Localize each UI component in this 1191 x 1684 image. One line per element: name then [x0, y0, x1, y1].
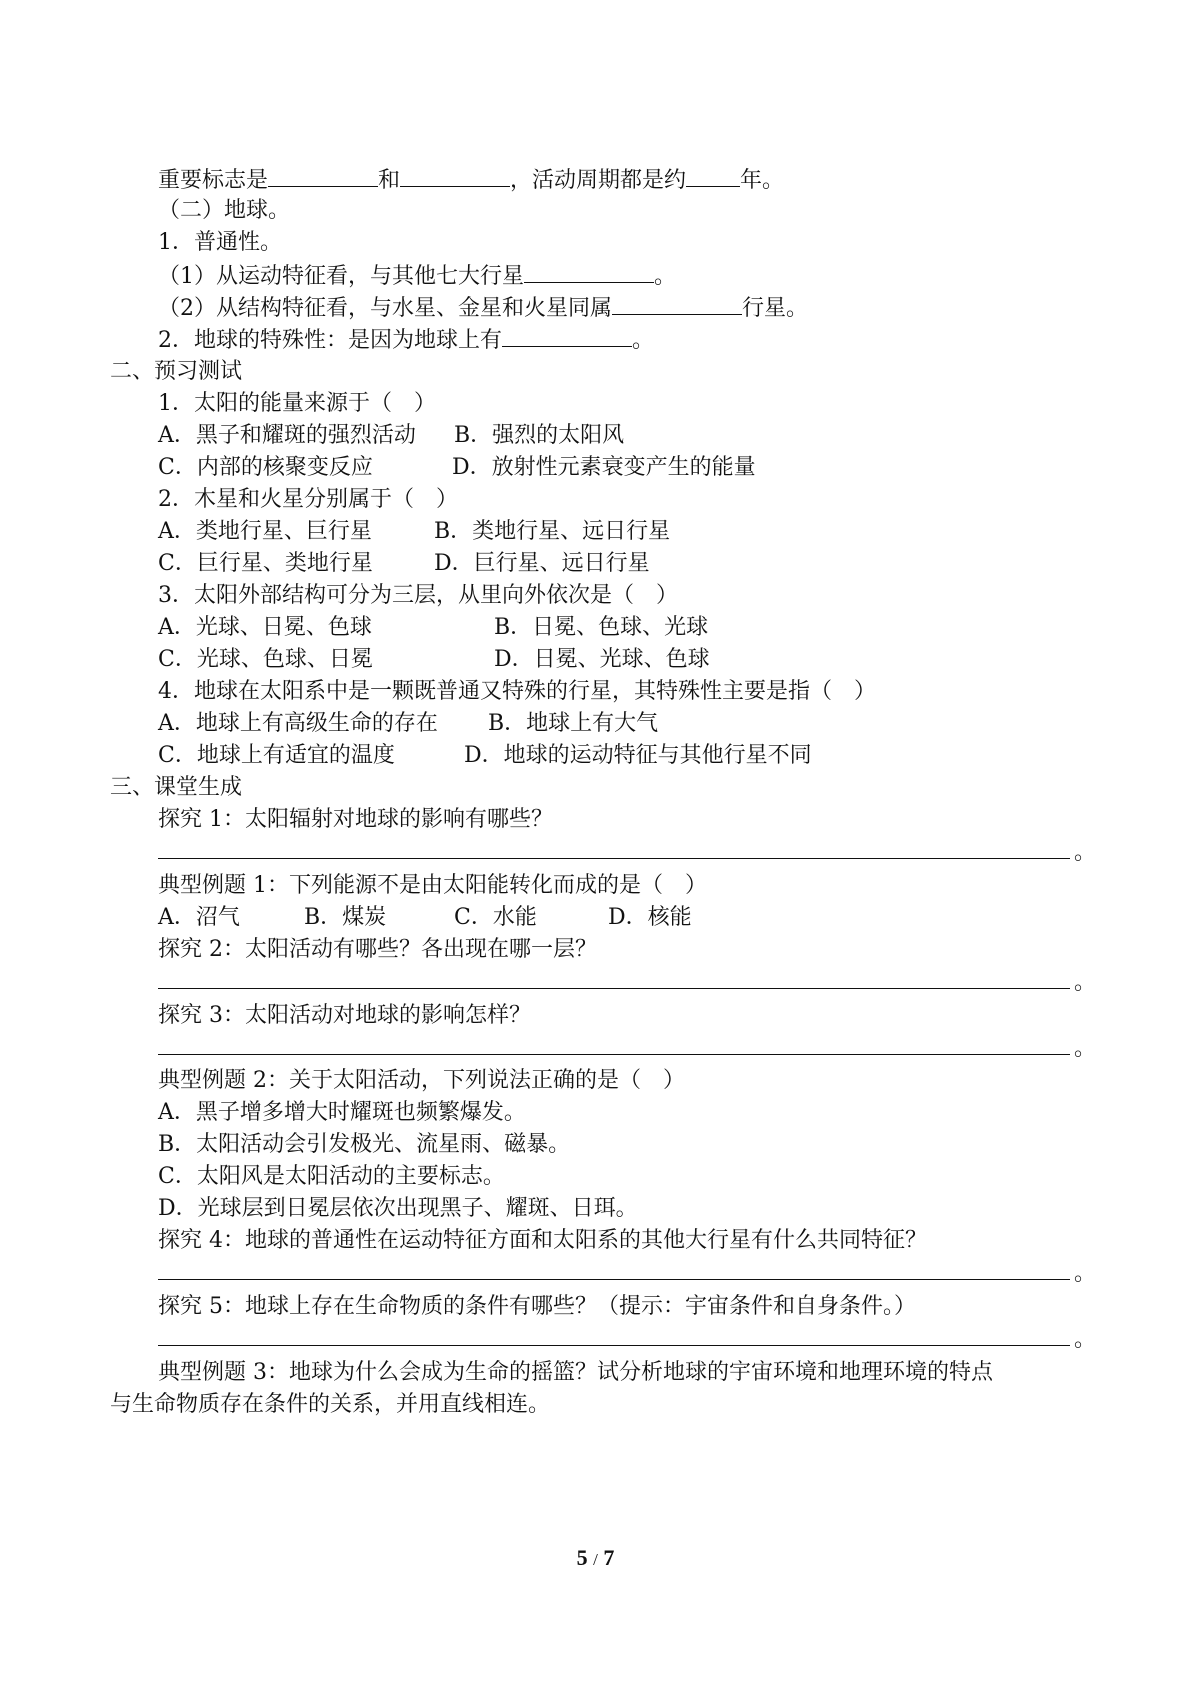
- option-c[interactable]: C．光球、色球、日冕: [158, 647, 373, 672]
- item-structure: （2）从结构特征看，与水星、金星和火星同属 行星。: [158, 292, 808, 322]
- option-a[interactable]: A．沼气: [158, 905, 240, 930]
- section-preview-test: 二、预习测试: [110, 359, 243, 384]
- blank-1[interactable]: [268, 164, 378, 187]
- explore-4: 探究 4：地球的普通性在运动特征方面和太阳系的其他大行星有什么共同特征？: [158, 1228, 927, 1253]
- example-2-option-c[interactable]: C．太阳风是太阳活动的主要标志。: [158, 1164, 505, 1189]
- fill-line-solar-activity: 重要标志是 和 ，活动周期都是约 年。: [158, 164, 784, 194]
- option-a[interactable]: A．光球、日冕、色球: [158, 615, 372, 640]
- example-2-option-a[interactable]: A．黑子增多增大时耀斑也频繁爆发。: [158, 1100, 526, 1125]
- blank-5[interactable]: [612, 292, 742, 315]
- option-c[interactable]: C．水能: [454, 905, 537, 930]
- question-3-options-ab: [158, 613, 708, 643]
- page-current: 5: [576, 1545, 588, 1570]
- answer-line-4[interactable]: [158, 1279, 1070, 1280]
- blank-6[interactable]: [502, 324, 632, 347]
- question-1-options-cd: [158, 453, 756, 483]
- page-total: 7: [603, 1545, 615, 1570]
- question-4-options-ab: [158, 709, 658, 739]
- answer-line-1-period: 。: [1074, 840, 1097, 865]
- option-d[interactable]: D．巨行星、远日行星: [434, 551, 650, 576]
- option-d[interactable]: D．地球的运动特征与其他行星不同: [464, 743, 812, 768]
- blank-3[interactable]: [686, 164, 740, 187]
- option-b[interactable]: B．强烈的太阳风: [454, 423, 625, 448]
- example-2-option-b[interactable]: B．太阳活动会引发极光、流星雨、磁暴。: [158, 1132, 571, 1157]
- item-special: 2．地球的特殊性：是因为地球上有 。: [158, 324, 654, 354]
- answer-line-2-period: 。: [1074, 970, 1097, 995]
- item-motion: （1）从运动特征看，与其他七大行星 。: [158, 260, 676, 290]
- answer-line-1[interactable]: [158, 858, 1070, 859]
- answer-line-5-period: 。: [1074, 1327, 1097, 1352]
- page-number: [0, 1545, 1191, 1571]
- blank-2[interactable]: [400, 164, 510, 187]
- page-separator: /: [593, 1550, 598, 1569]
- option-b[interactable]: B．煤炭: [304, 905, 387, 930]
- option-a[interactable]: A．类地行星、巨行星: [158, 519, 372, 544]
- explore-2: 探究 2：太阳活动有哪些？各出现在哪一层？: [158, 937, 597, 962]
- answer-line-5[interactable]: [158, 1345, 1070, 1346]
- example-2: 典型例题 2：关于太阳活动，下列说法正确的是（ ）: [158, 1068, 685, 1093]
- explore-1: 探究 1：太阳辐射对地球的影响有哪些？: [158, 807, 553, 832]
- section-class-generation: 三、课堂生成: [110, 775, 243, 800]
- blank-4[interactable]: [524, 260, 654, 283]
- option-b[interactable]: B．类地行星、远日行星: [434, 519, 671, 544]
- question-4-options-cd: [158, 741, 812, 771]
- option-c[interactable]: C．内部的核聚变反应: [158, 455, 373, 480]
- option-b[interactable]: B．日冕、色球、光球: [494, 615, 709, 640]
- explore-5: 探究 5：地球上存在生命物质的条件有哪些？（提示：宇宙条件和自身条件。）: [158, 1294, 916, 1319]
- question-3-options-cd: [158, 645, 710, 675]
- example-1: 典型例题 1：下列能源不是由太阳能转化而成的是（ ）: [158, 873, 707, 898]
- question-2: 2．木星和火星分别属于（ ）: [158, 487, 458, 512]
- question-4: 4．地球在太阳系中是一颗既普通又特殊的行星，其特殊性主要是指（ ）: [158, 679, 876, 704]
- question-1-options-ab: [158, 421, 624, 451]
- example-3-line-1: 典型例题 3：地球为什么会成为生命的摇篮？试分析地球的宇宙环境和地理环境的特点: [158, 1360, 993, 1385]
- answer-line-3-period: 。: [1074, 1036, 1097, 1061]
- option-a[interactable]: A．地球上有高级生命的存在: [158, 711, 438, 736]
- option-d[interactable]: D．核能: [608, 905, 692, 930]
- question-2-options-cd: [158, 549, 650, 579]
- option-b[interactable]: B．地球上有大气: [488, 711, 659, 736]
- question-2-options-ab: [158, 517, 670, 547]
- example-2-option-d[interactable]: D．光球层到日冕层依次出现黑子、耀斑、日珥。: [158, 1196, 638, 1221]
- example-1-options: [158, 903, 692, 933]
- explore-3: 探究 3：太阳活动对地球的影响怎样？: [158, 1003, 531, 1028]
- example-3-line-2: 与生命物质存在条件的关系，并用直线相连。: [110, 1392, 551, 1417]
- answer-line-3[interactable]: [158, 1054, 1070, 1055]
- option-d[interactable]: D．放射性元素衰变产生的能量: [452, 455, 756, 480]
- option-a[interactable]: A．黑子和耀斑的强烈活动: [158, 423, 416, 448]
- question-1: 1．太阳的能量来源于（ ）: [158, 391, 436, 416]
- option-c[interactable]: C．地球上有适宜的温度: [158, 743, 395, 768]
- subheading-earth: （二）地球。: [158, 198, 291, 223]
- option-d[interactable]: D．日冕、光球、色球: [494, 647, 710, 672]
- option-c[interactable]: C．巨行星、类地行星: [158, 551, 373, 576]
- question-3: 3．太阳外部结构可分为三层，从里向外依次是（ ）: [158, 583, 678, 608]
- answer-line-2[interactable]: [158, 988, 1070, 989]
- item-commonality: 1．普通性。: [158, 230, 282, 255]
- answer-line-4-period: 。: [1074, 1261, 1097, 1286]
